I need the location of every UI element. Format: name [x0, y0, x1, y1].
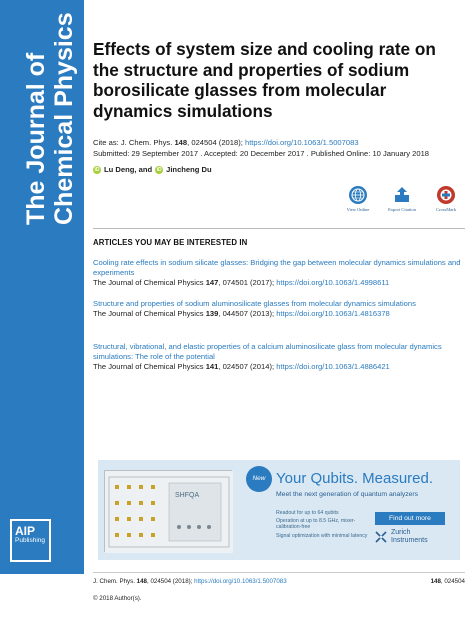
- page-footer: [93, 578, 465, 585]
- section-divider: [93, 228, 465, 229]
- ad-bullet-list: [276, 510, 376, 541]
- ad-bullet: Operation at up to 8.5 GHz, mixer-calibration-free: [276, 518, 356, 531]
- aip-logo-text: AIP: [15, 524, 36, 538]
- related-article-volume: 139: [205, 309, 219, 319]
- related-article-volume: 141: [205, 362, 219, 372]
- copyright-notice: © 2018 Author(s).: [93, 595, 142, 602]
- footer-doi-link[interactable]: https://doi.org/10.1063/1.5007083: [194, 578, 287, 585]
- zurich-logo-icon: [375, 531, 387, 543]
- doi-link[interactable]: https://doi.org/10.1063/1.5007083: [244, 138, 359, 147]
- related-article-ref: [93, 362, 465, 372]
- view-online-label: View Online: [346, 207, 370, 212]
- journal-sidebar: [0, 0, 84, 574]
- author-name[interactable]: Jincheng Du: [166, 165, 212, 174]
- related-articles-heading: ARTICLES YOU MAY BE INTERESTED IN: [93, 238, 248, 247]
- footer-divider: [93, 572, 465, 573]
- ad-bullet: Signal optimization with minimal latency: [276, 532, 368, 539]
- footer-volume: 148: [136, 578, 147, 585]
- author-name[interactable]: Lu Deng, and: [104, 165, 153, 174]
- related-article-doi[interactable]: https://doi.org/10.1063/1.4816378: [276, 309, 390, 319]
- export-citation-label: Export Citation: [388, 207, 416, 212]
- related-article-title[interactable]: Cooling rate effects in sodium silicate glasses: Bridging the gap between molecular dynamics simulations and experiments: [93, 258, 461, 278]
- brand-line2: Instruments: [391, 537, 428, 544]
- related-article-doi[interactable]: https://doi.org/10.1063/1.4998611: [276, 278, 390, 288]
- citation-prefix: Cite as: J. Chem. Phys.: [93, 138, 175, 147]
- analyzer-device-image: [104, 470, 232, 552]
- related-article-volume: 147: [205, 278, 219, 288]
- related-article: [93, 342, 465, 373]
- related-article-journal: The Journal of Chemical Physics: [93, 362, 206, 372]
- zurich-instruments-logo: [375, 529, 428, 545]
- aip-publishing-logo[interactable]: [10, 519, 51, 562]
- related-article-ref: [93, 278, 465, 288]
- crossmark-label: CrossMark: [436, 207, 456, 212]
- orcid-icon[interactable]: iD: [94, 166, 100, 173]
- related-article-journal: The Journal of Chemical Physics: [93, 278, 206, 288]
- page-number-volume: 148: [430, 578, 441, 585]
- related-article-rest: , 044507 (2013);: [218, 309, 277, 319]
- page-number: [431, 578, 465, 585]
- find-out-more-button[interactable]: Find out more: [375, 512, 445, 525]
- new-badge: New: [246, 466, 272, 492]
- aip-logo-subtext: Publishing: [15, 537, 45, 544]
- brand-line1: Zurich: [391, 529, 411, 536]
- related-article-doi[interactable]: https://doi.org/10.1063/1.4886421: [276, 362, 390, 372]
- author-list: [93, 165, 212, 174]
- footer-cite-prefix: J. Chem. Phys.: [93, 578, 137, 585]
- journal-name: [0, 0, 84, 330]
- orcid-icon[interactable]: iD: [156, 166, 162, 173]
- citation-block: [93, 138, 465, 159]
- device-model-label: SHFQA: [175, 492, 200, 499]
- crossmark-button[interactable]: [426, 186, 466, 212]
- advertisement-banner[interactable]: [98, 460, 460, 560]
- related-article: [93, 299, 465, 319]
- ad-bullet: Readout for up to 64 qubits: [276, 510, 339, 516]
- footer-cite-rest: , 024504 (2018);: [147, 578, 195, 585]
- view-online-button[interactable]: [338, 186, 378, 212]
- related-article-title[interactable]: Structure and properties of sodium aluminosilicate glasses from molecular dynamics simulations: [93, 299, 416, 308]
- related-article-rest: , 024507 (2014);: [218, 362, 277, 372]
- export-icon: [393, 186, 411, 204]
- related-article-ref: [93, 309, 465, 319]
- related-article: [93, 258, 465, 289]
- related-article-journal: The Journal of Chemical Physics: [93, 309, 206, 319]
- citation-volume: 148: [174, 138, 188, 147]
- citation-line: [93, 138, 465, 149]
- journal-name-line2: Chemical Physics: [50, 12, 78, 225]
- publication-dates: Submitted: 29 September 2017 . Accepted: 20 December 2017 . Published Online: 10 January 2018: [93, 148, 430, 158]
- citation-rest: , 024504 (2018);: [187, 138, 245, 147]
- crossmark-icon: [437, 186, 455, 204]
- related-article-rest: , 074501 (2017);: [218, 278, 277, 288]
- globe-icon: [349, 186, 367, 204]
- related-article-title[interactable]: Structural, vibrational, and elastic properties of a calcium aluminosilicate glass from molecular dynamics simulations: The role of the potential: [93, 342, 442, 362]
- ad-subline: Meet the next generation of quantum analyzers: [276, 491, 419, 498]
- ad-headline: Your Qubits. Measured.: [276, 470, 434, 487]
- export-citation-button[interactable]: [382, 186, 422, 212]
- journal-name-line1: The Journal of: [22, 52, 50, 225]
- page-number-rest: , 024504: [440, 578, 465, 585]
- article-title: Effects of system size and cooling rate on the structure and properties of sodium borosilicate glasses from molecular dynamics simulations: [93, 39, 436, 121]
